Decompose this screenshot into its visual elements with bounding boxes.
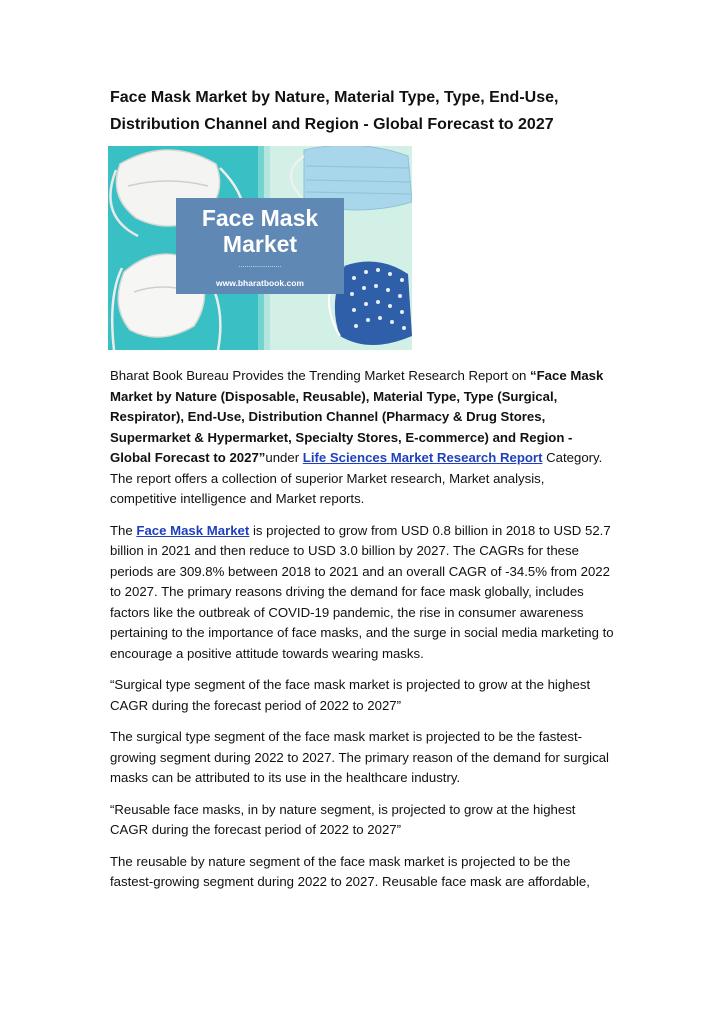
p2-the: The — [110, 522, 137, 538]
report-body — [110, 366, 614, 904]
intro-paragraph — [110, 366, 614, 510]
surgical-quote: “Surgical type segment of the face mask market is projected to grow at the highest CAGR during the forecast period of 2022 to 2027” — [110, 677, 591, 713]
report-name: “Face Mask Market by Nature (Disposable, Reusable), Material Type, Type (Surgical, Respirator), End-Use, Distribution Channel (Pharmacy & Drug Stores, Supermarket & Hypermarket, Specialty Stores, E-commerce) and Region - Global Forecast to 2027” — [110, 368, 604, 465]
card-dots: ...................... — [238, 262, 282, 269]
intro-tail: Category. The report offers a collection of superior Market research, Market analysis, competitive intelligence and Market reports. — [110, 450, 603, 506]
intro-lead: Bharat Book Bureau Provides the Trending Market Research Report on — [110, 368, 531, 383]
face-mask-illustration — [108, 146, 412, 350]
card-website: www.bharatbook.com — [215, 278, 305, 288]
intro-under: under — [265, 450, 303, 465]
card-heading-line1: Face Mask — [201, 205, 319, 231]
life-sciences-report-link[interactable]: Life Sciences Market Research Report — [302, 450, 543, 465]
reusable-quote: “Reusable face masks, in by nature segment, is projected to grow at the highest CAGR during the forecast period of 2022 to 2027” — [110, 801, 576, 837]
reusable-paragraph: The reusable by nature segment of the face mask market is projected to be the fastest-growing segment during 2022 to 2027. Reusable face mask are affordable, — [110, 853, 590, 889]
face-mask-market-link[interactable]: Face Mask Market — [136, 522, 250, 538]
p2-rest: is projected to grow from USD 0.8 billion in 2018 to USD 52.7 billion in 2021 and then reduce to USD 3.0 billion by 2027. The CAGRs for these periods are 309.8% between 2018 to 2021 and an overall CAGR of -34.5% from 2022 to 2027. The primary reasons driving the demand for face mask globally, includes factors like the outbreak of COVID-19 pandemic, the rise in consumer awareness pertaining to the importance of face masks, and the surge in social media marketing to encourage a positive attitude towards wearing masks. — [110, 522, 614, 661]
market-size-paragraph — [110, 521, 614, 665]
hero-image — [108, 146, 412, 350]
report-title: Face Mask Market by Nature, Material Type, Type, End-Use, Distribution Channel and Region - Global Forecast to 2027 — [110, 89, 559, 133]
card-heading-line2: Market — [222, 231, 298, 257]
surgical-paragraph: The surgical type segment of the face mask market is projected to be the fastest-growing segment during 2022 to 2027. The primary reason of the demand for surgical masks can be attributed to its use in the healthcare industry. — [110, 729, 609, 785]
